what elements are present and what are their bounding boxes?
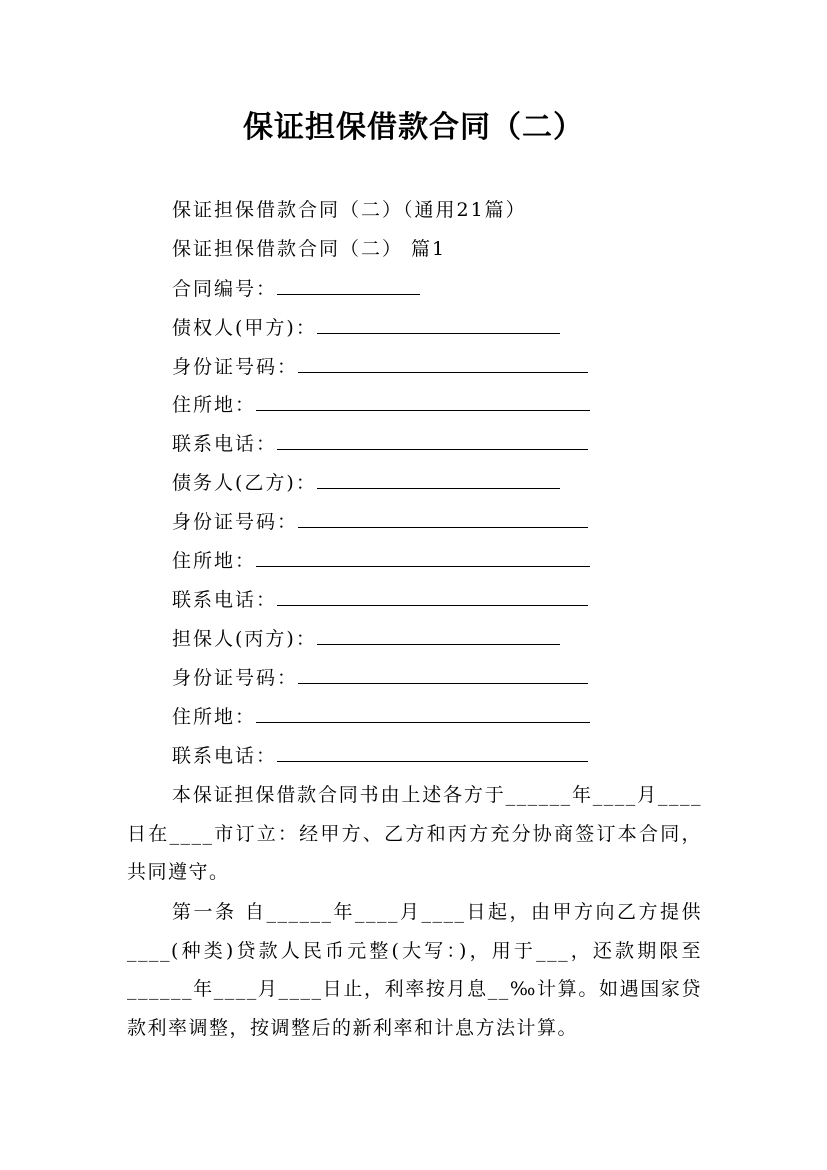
field-label: 住所地： bbox=[172, 550, 257, 572]
fill-blank bbox=[277, 587, 588, 606]
fill-blank bbox=[277, 743, 588, 762]
fill-blank bbox=[277, 431, 588, 450]
fill-blank bbox=[298, 509, 588, 528]
document-title: 保证担保借款合同（二） bbox=[243, 110, 584, 145]
field-label: 债务人(乙方)： bbox=[172, 472, 317, 494]
field-label: 住所地： bbox=[172, 394, 257, 416]
paragraph-preamble: 本保证担保借款合同书由上述各方于______年____月____日在____市订立：经甲方、乙方和丙方充分协商签订本合同，共同遵守。 bbox=[127, 784, 702, 883]
field-creditor-address bbox=[172, 392, 590, 417]
fill-blank bbox=[256, 548, 590, 567]
fill-blank bbox=[298, 354, 588, 373]
field-contract-number bbox=[172, 276, 420, 301]
field-guarantor-id bbox=[172, 665, 588, 690]
section-heading: 保证担保借款合同（二） 篇1 bbox=[172, 238, 447, 260]
field-debtor-phone bbox=[172, 587, 588, 612]
fill-blank bbox=[317, 315, 560, 334]
field-label: 住所地： bbox=[172, 706, 257, 728]
field-guarantor-address bbox=[172, 704, 590, 729]
field-label: 合同编号： bbox=[172, 278, 278, 300]
fill-blank bbox=[317, 470, 560, 489]
field-label: 联系电话： bbox=[172, 433, 278, 455]
field-debtor bbox=[172, 470, 560, 495]
fill-blank bbox=[277, 276, 420, 295]
field-label: 身份证号码： bbox=[172, 511, 299, 533]
field-creditor-phone bbox=[172, 431, 588, 456]
field-debtor-address bbox=[172, 548, 590, 573]
fill-blank bbox=[256, 704, 590, 723]
field-label: 联系电话： bbox=[172, 745, 278, 767]
field-label: 身份证号码： bbox=[172, 356, 299, 378]
field-debtor-id bbox=[172, 509, 588, 534]
field-guarantor bbox=[172, 626, 560, 651]
field-label: 联系电话： bbox=[172, 589, 278, 611]
paragraph-article-1: 第一条 自______年____月____日起，由甲方向乙方提供____(种类)贷款人民币元整(大写：)，用于___，还款期限至______年____月____日止，利率按月息__‰计算。如遇国家贷款利率调整，按调整后的新利率和计息方法计算。 bbox=[127, 901, 702, 1039]
field-creditor-id bbox=[172, 354, 588, 379]
field-label: 债权人(甲方)： bbox=[172, 317, 317, 339]
fill-blank bbox=[298, 665, 588, 684]
fill-blank bbox=[256, 392, 590, 411]
document-subtitle: 保证担保借款合同（二）（通用21篇） bbox=[172, 199, 527, 221]
field-label: 身份证号码： bbox=[172, 667, 299, 689]
fill-blank bbox=[317, 626, 560, 645]
field-creditor bbox=[172, 315, 560, 340]
field-label: 担保人(丙方)： bbox=[172, 628, 317, 650]
field-guarantor-phone bbox=[172, 743, 588, 768]
